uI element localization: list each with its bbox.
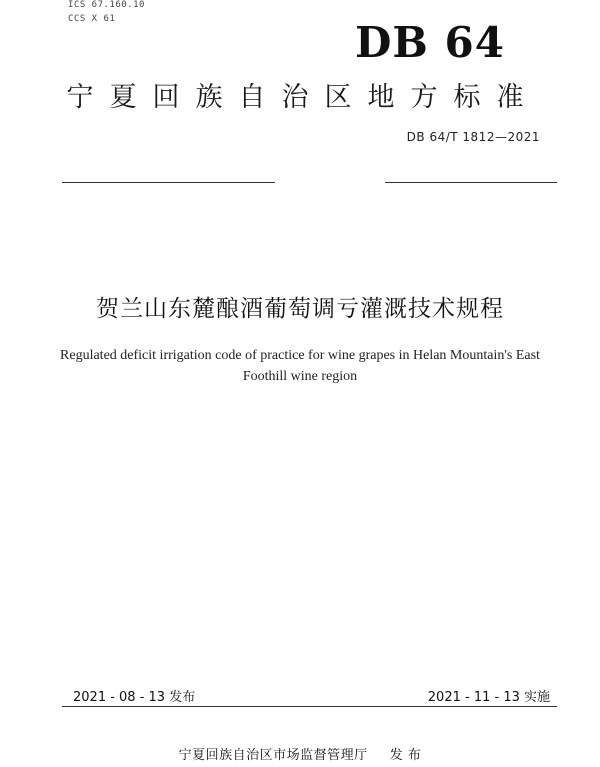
- effective-date: 2021 - 11 - 13 实施: [427, 690, 550, 705]
- issuer-name: 宁夏回族自治区市场监督管理厅: [178, 748, 368, 763]
- issue-date: 2021 - 08 - 13 发布: [73, 690, 196, 705]
- header-divider-left: [62, 182, 275, 183]
- issuer-action: 发 布: [389, 748, 422, 763]
- organization-heading: 宁夏回族自治区地方标准: [66, 82, 540, 113]
- issuer-line: [0, 744, 600, 763]
- footer-divider: [62, 706, 557, 707]
- title-chinese: 贺兰山东麓酿酒葡萄调亏灌溉技术规程: [96, 296, 504, 322]
- ics-code: ICS 67.160.10: [68, 0, 145, 10]
- db-logo: DB 64: [355, 18, 505, 67]
- ccs-code: CCS X 61: [68, 14, 116, 24]
- standard-number: DB 64/T 1812—2021: [406, 130, 540, 144]
- header-divider-right: [385, 182, 557, 183]
- title-english: Regulated deficit irrigation code of practice for wine grapes in Helan Mountain's East Foothill wine region: [60, 348, 540, 384]
